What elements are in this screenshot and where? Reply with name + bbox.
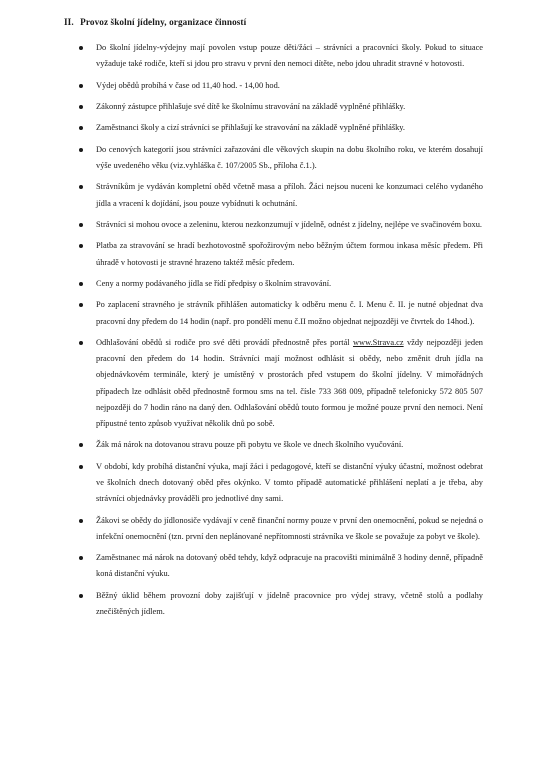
item-text: Ceny a normy podávaného jídla se řídí předpisy o školním stravování. xyxy=(96,278,332,288)
bullet-icon xyxy=(79,148,83,152)
list-item xyxy=(0,217,542,233)
section-title: Provoz školní jídelny, organizace činností xyxy=(80,17,247,27)
item-text: Do školní jídelny-výdejny mají povolen vstup pouze děti/žáci – strávníci a pracovníci školy. Pokud to situace vyžaduje také rodiče, kteří si jdou pro stravu v první den nemoci dítěte, nebo jdou uhradit stravné v hotovosti. xyxy=(96,43,483,69)
list-item xyxy=(0,40,542,72)
item-text: Strávníkům je vydáván kompletní oběd včetně masa a příloh. Žáci nejsou nuceni ke konzumaci celého vydaného jídla a vracení k dojídání, jsou pouze vybídnuti k ochutnání. xyxy=(96,182,483,208)
strava-portal-link[interactable]: www.Strava.cz xyxy=(352,337,404,347)
list-item xyxy=(0,99,542,115)
list-item xyxy=(0,588,542,620)
item-text: Strávníci si mohou ovoce a zeleninu, kterou nezkonzumují v jídelně, odnést z jídelny, nejlépe ve svačinovém boxu. xyxy=(96,219,482,229)
list-item xyxy=(0,297,542,329)
bullet-icon xyxy=(79,341,83,345)
item-text-before-link: Odhlašování obědů si rodiče pro své děti provádí přednostně přes portál xyxy=(96,337,353,347)
list-item xyxy=(0,437,542,453)
bullet-icon xyxy=(79,126,83,130)
item-text: Běžný úklid během provozní doby zajišťují v jídelně pracovnice pro výdej stravy, včetně stolů a podlahy znečištěných jídlem. xyxy=(96,590,483,616)
list-item xyxy=(0,276,542,292)
list-item xyxy=(0,459,542,508)
list-item xyxy=(0,78,542,94)
item-text: Platba za stravování se hradí bezhotovostně spořožirovým nebo běžným účtem formou inkasa měsíc předem. Při úhradě v hotovosti je stravné hrazeno taktéž měsíc předem. xyxy=(96,241,483,267)
bullet-icon xyxy=(79,556,83,560)
bullet-icon xyxy=(79,46,83,50)
item-text: Do cenových kategorií jsou strávníci zařazováni dle věkových skupin na dobu školního roku, ve kterém dosahují výše uvedeného věku (viz.vyhláška č. 107/2005 Sb., příloha č.1.). xyxy=(96,144,483,170)
list-item xyxy=(0,550,542,582)
list-item xyxy=(0,238,542,270)
item-text: Žákovi se obědy do jídlonosiče vydávají v ceně finanční normy pouze v první den onemocnění, pokud se nejedná o infekční onemocnění (tzn. první den neplánované nepřítomnosti strávníka ve škole se považuje za pobyt ve škole). xyxy=(96,515,483,541)
item-text: Výdej obědů probíhá v čase od 11,40 hod. - 14,00 hod. xyxy=(96,80,280,90)
bullet-icon xyxy=(79,465,83,469)
rules-list xyxy=(0,40,542,625)
item-text: V období, kdy probíhá distanční výuka, mají žáci i pedagogové, kteří se distanční výuky účastní, možnost odebrat ve školních dnech dotovaný oběd přes okýnko. V tomto případě automatické přihlášení neplatí a je třeba, aby strávníci objednávky prováděli pro jednotlivé dny sami. xyxy=(96,461,483,504)
bullet-icon xyxy=(79,303,83,307)
bullet-icon xyxy=(79,84,83,88)
item-text: Zákonný zástupce přihlašuje své dítě ke školnímu stravování na základě vyplněné přihlášky. xyxy=(96,101,406,111)
section-heading xyxy=(64,17,246,27)
item-text-after-link: vždy nejpozději jeden pracovní den předem do 14 hodin. Strávníci mají možnost odhlásit si obědy, nebo změnit druh jídla na objednávkovém terminále, který je umístěný v prostorách před vstupem do školní jídelny. V mimořádných případech lze odhlásit oběd přednostně formou sms na tel. čísle 733 368 009, případně telefonicky 572 805 507 nejpozději do 7 hodin ráno na daný den. Odhlašování obědů touto formou je možné pouze první den nemoci. Není přípustné tento způsob využívat několik dnů po sobě. xyxy=(96,337,483,428)
list-item xyxy=(0,513,542,545)
list-item xyxy=(0,179,542,211)
item-text: Žák má nárok na dotovanou stravu pouze při pobytu ve škole ve dnech školního vyučování. xyxy=(96,440,404,450)
section-number: II. xyxy=(64,17,74,27)
list-item xyxy=(0,120,542,136)
bullet-icon xyxy=(79,519,83,523)
item-text: Zaměstnanci školy a cizí strávníci se přihlašují ke stravování na základě vyplněné přihlášky. xyxy=(96,123,405,133)
list-item xyxy=(0,142,542,174)
bullet-icon xyxy=(79,594,83,598)
bullet-icon xyxy=(79,282,83,286)
list-item xyxy=(0,335,542,432)
item-text: Po zaplacení stravného je strávník přihlášen automaticky k odběru menu č. I. Menu č. II. je nutné objednat dva pracovní dny předem do 14 hodin (např. pro pondělí menu č.II možno objednat nejpozději ve čtvrtek do 14hod.). xyxy=(96,300,483,326)
bullet-icon xyxy=(79,223,83,227)
bullet-icon xyxy=(79,105,83,109)
bullet-icon xyxy=(79,185,83,189)
item-text: Zaměstnanec má nárok na dotovaný oběd tehdy, když odpracuje na pracovišti minimálně 3 hodiny denně, případně koná distanční výuku. xyxy=(96,553,483,579)
bullet-icon xyxy=(79,244,83,248)
bullet-icon xyxy=(79,443,83,447)
